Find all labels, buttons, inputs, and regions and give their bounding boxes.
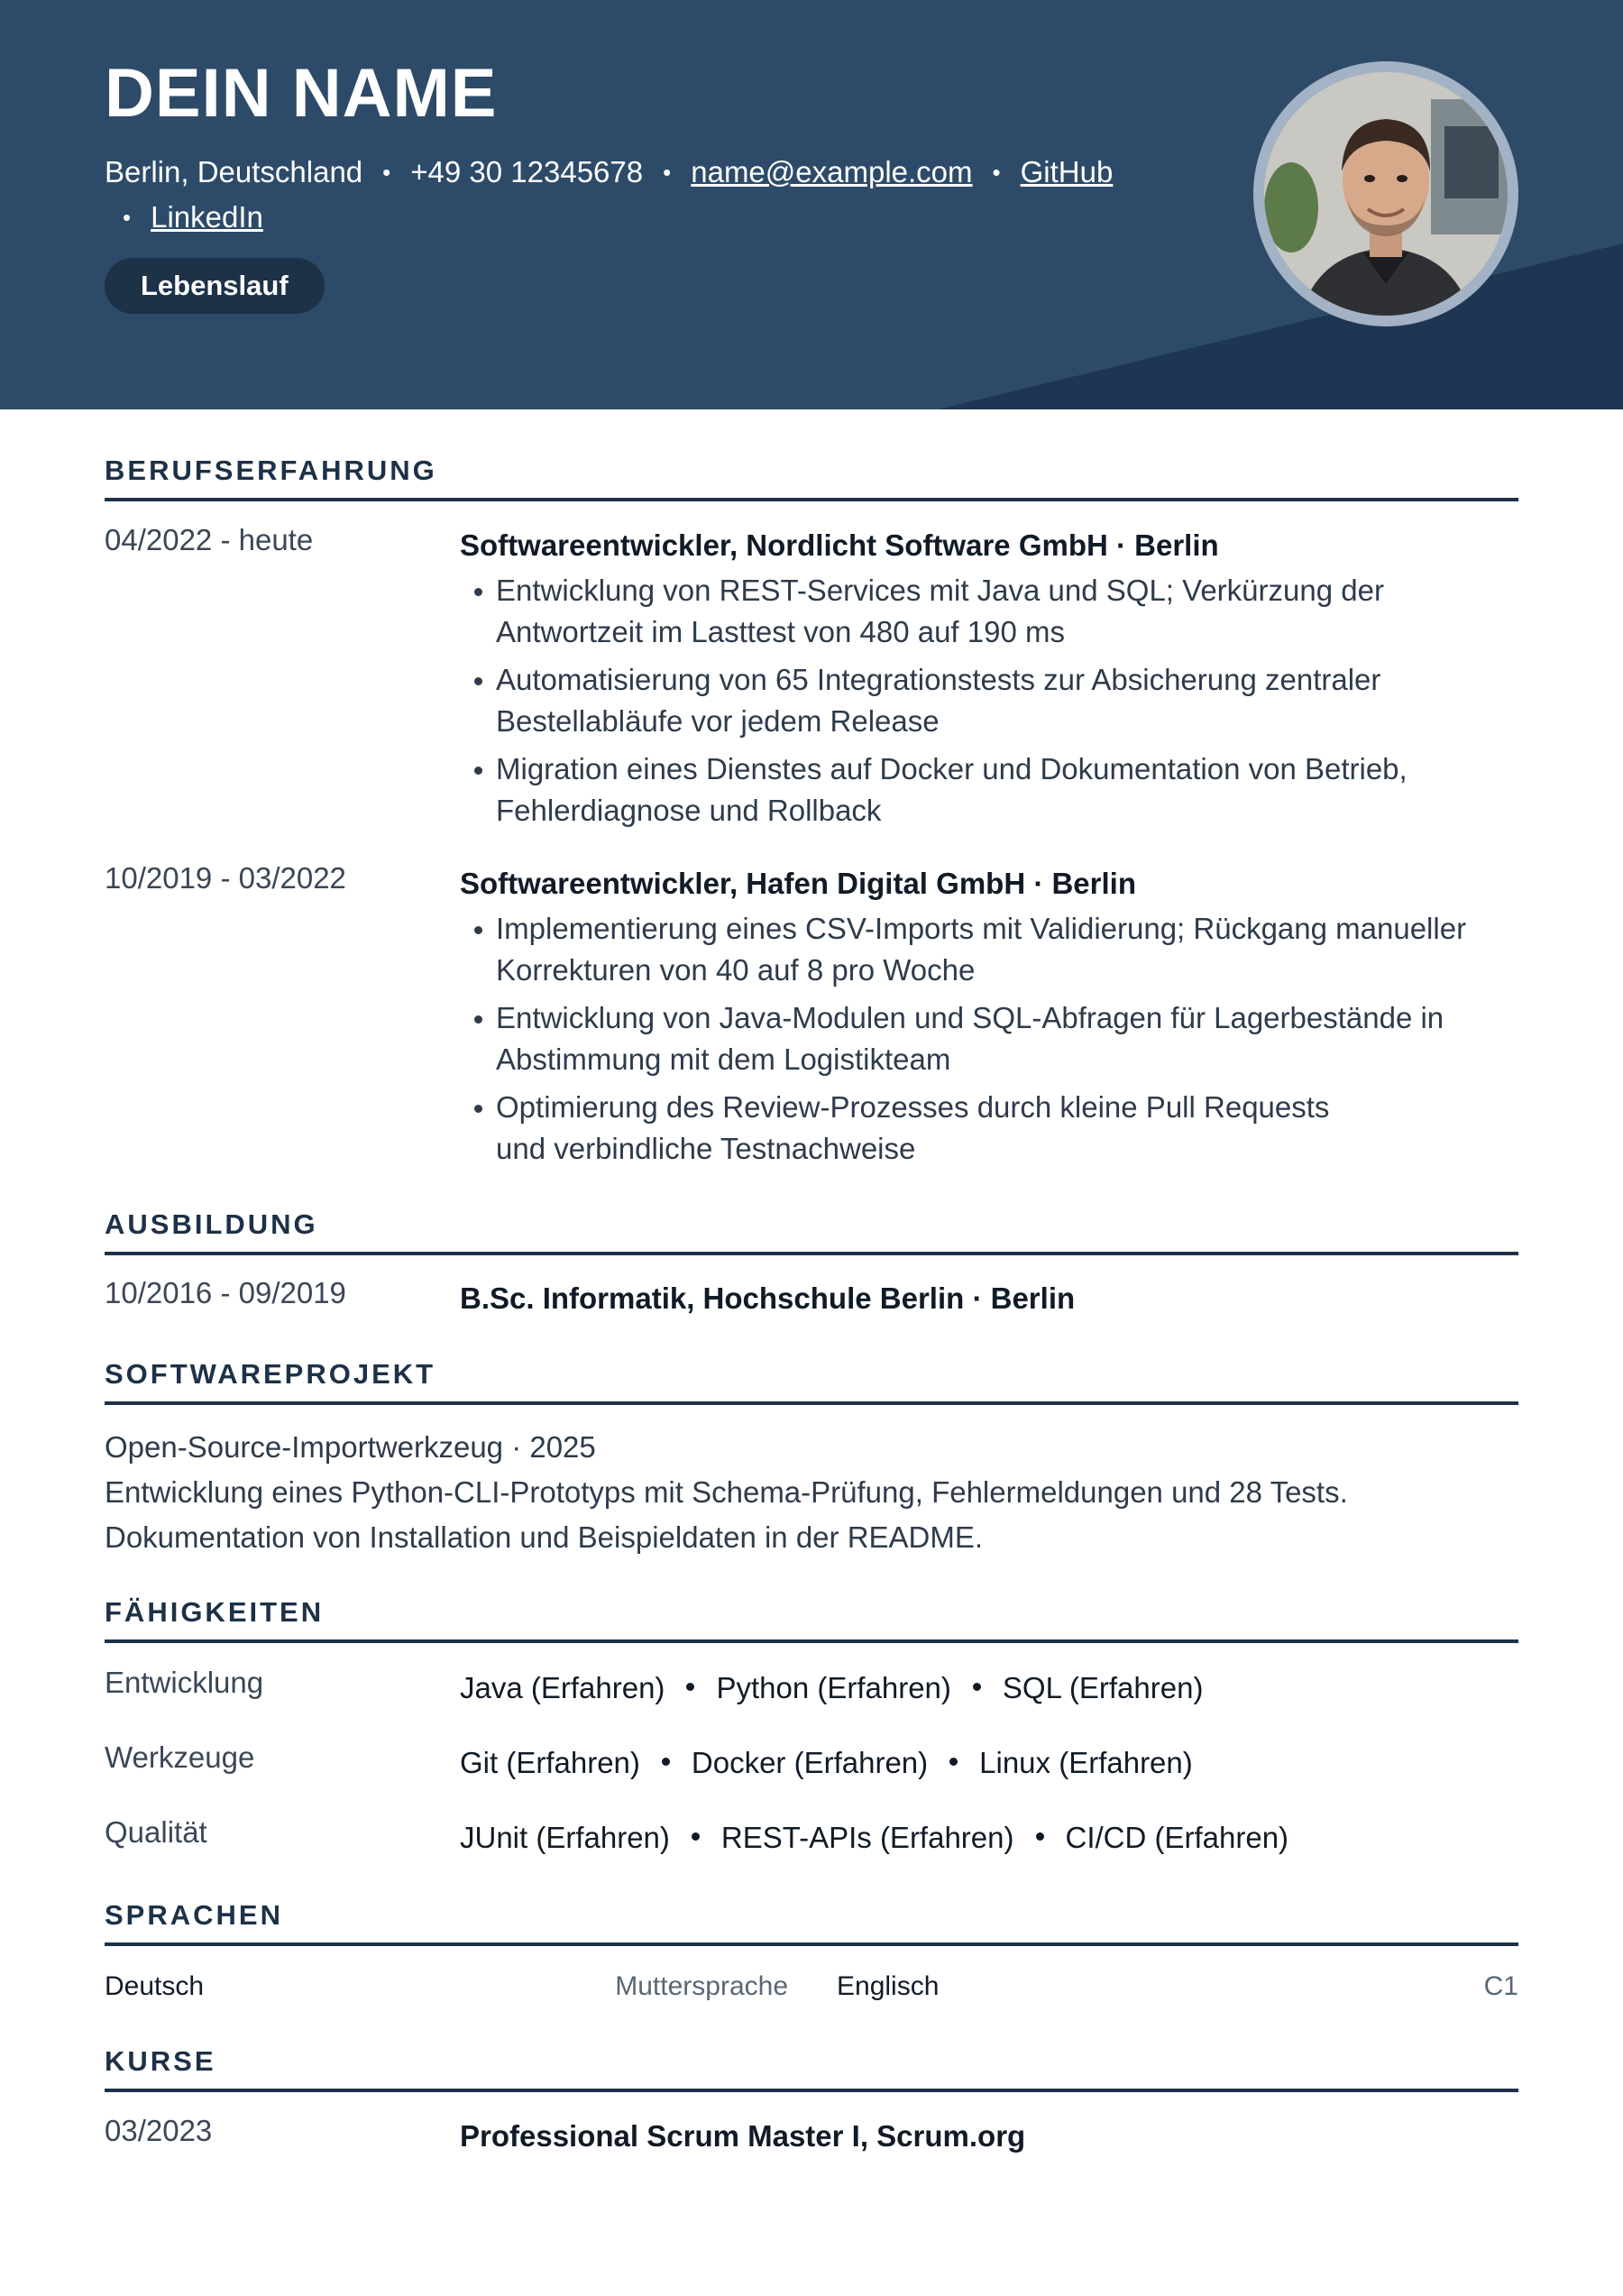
github-link[interactable]: GitHub — [1020, 155, 1114, 188]
candidate-name: DEIN NAME — [105, 55, 498, 132]
list-item: Migration eines Dienstes auf Docker und Dokumentation von Betrieb, Fehlerdiagnose und Rollback — [460, 748, 1524, 831]
linkedin-link[interactable]: LinkedIn — [151, 200, 263, 234]
skill-item: Git (Erfahren) — [460, 1746, 640, 1779]
skill-item: Docker (Erfahren) — [691, 1746, 929, 1779]
list-item: Optimierung des Review-Prozesses durch kleine Pull Requests und verbindliche Testnachweise — [460, 1087, 1524, 1170]
section-title-education: AUSBILDUNG — [105, 1208, 1518, 1255]
separator-dot — [662, 1758, 670, 1766]
contact-info — [105, 150, 1214, 240]
skill-item: SQL (Erfahren) — [1002, 1671, 1204, 1704]
section-title-skills: FÄHIGKEITEN — [105, 1596, 1518, 1643]
language-level: C1 — [1483, 1971, 1518, 2001]
job-bullets — [460, 908, 1524, 1176]
resume-header — [0, 0, 1623, 409]
job-title: Softwareentwickler, Nordlicht Software GmbH · Berlin — [460, 528, 1219, 562]
language-name: Deutsch — [105, 1971, 205, 2001]
separator-dot — [686, 1683, 694, 1691]
list-item: Entwicklung von REST-Services mit Java und SQL; Verkürzung der Antwortzeit im Lasttest von 480 auf 190 ms — [460, 570, 1524, 653]
section-title-languages: SPRACHEN — [105, 1899, 1518, 1946]
location: Berlin, Deutschland — [105, 155, 363, 188]
separator-dot: • — [123, 204, 132, 231]
phone: +49 30 12345678 — [410, 155, 644, 188]
skill-category: Qualität — [105, 1815, 207, 1849]
separator-dot — [1036, 1832, 1044, 1841]
course-name: Professional Scrum Master I, Scrum.org — [460, 2119, 1026, 2153]
job-date: 04/2022 - heute — [105, 523, 314, 556]
email-link[interactable]: name@example.com — [691, 155, 973, 188]
job-bullets — [460, 570, 1524, 838]
separator-dot: • — [663, 159, 672, 186]
project-line: Dokumentation von Installation und Beispieldaten in der README. — [105, 1520, 984, 1554]
language-name: Englisch — [837, 1971, 940, 2001]
section-title-experience: BERUFSERFAHRUNG — [105, 455, 1518, 501]
job-date: 10/2019 - 03/2022 — [105, 861, 346, 895]
skill-item: Java (Erfahren) — [460, 1671, 665, 1704]
skill-list — [460, 1746, 1193, 1780]
section-title-project: SOFTWAREPROJEKT — [105, 1358, 1518, 1405]
separator-dot: • — [992, 159, 1001, 186]
course-date: 03/2023 — [105, 2114, 213, 2147]
separator-dot: • — [382, 159, 391, 186]
list-item: Implementierung eines CSV-Imports mit Validierung; Rückgang manueller Korrekturen von 40 auf 8 pro Woche — [460, 908, 1524, 991]
skill-category: Werkzeuge — [105, 1740, 255, 1774]
skill-item: Linux (Erfahren) — [979, 1746, 1193, 1779]
list-item: Automatisierung von 65 Integrationstests zur Absicherung zentraler Bestellabläufe vor jedem Release — [460, 659, 1524, 742]
education-degree: B.Sc. Informatik, Hochschule Berlin · Berlin — [460, 1281, 1076, 1315]
project-heading: Open-Source-Importwerkzeug · 2025 — [105, 1430, 596, 1464]
separator-dot — [949, 1758, 958, 1766]
education-date: 10/2016 - 09/2019 — [105, 1276, 346, 1309]
project-description — [105, 1425, 1518, 1560]
project-line: Entwicklung eines Python-CLI-Prototyps mit Schema-Prüfung, Fehlermeldungen und 28 Tests. — [105, 1475, 1348, 1509]
skill-list — [460, 1821, 1288, 1855]
skill-item: Python (Erfahren) — [716, 1671, 951, 1704]
skill-list — [460, 1671, 1203, 1705]
skill-item: REST-APIs (Erfahren) — [720, 1821, 1014, 1854]
skill-item: JUnit (Erfahren) — [460, 1821, 670, 1854]
person-portrait-icon — [1264, 72, 1508, 316]
skill-category: Entwicklung — [105, 1666, 264, 1699]
skill-item: CI/CD (Erfahren) — [1065, 1821, 1289, 1854]
language-level: Muttersprache — [615, 1971, 788, 2001]
section-title-courses: KURSE — [105, 2045, 1518, 2092]
separator-dot — [692, 1832, 700, 1841]
list-item: Entwicklung von Java-Modulen und SQL-Abfragen für Lagerbestände in Abstimmung mit dem Logistikteam — [460, 997, 1524, 1080]
separator-dot — [973, 1683, 981, 1691]
profile-photo — [1253, 61, 1518, 326]
job-title: Softwareentwickler, Hafen Digital GmbH · Berlin — [460, 867, 1136, 900]
document-type-badge: Lebenslauf — [105, 258, 325, 314]
